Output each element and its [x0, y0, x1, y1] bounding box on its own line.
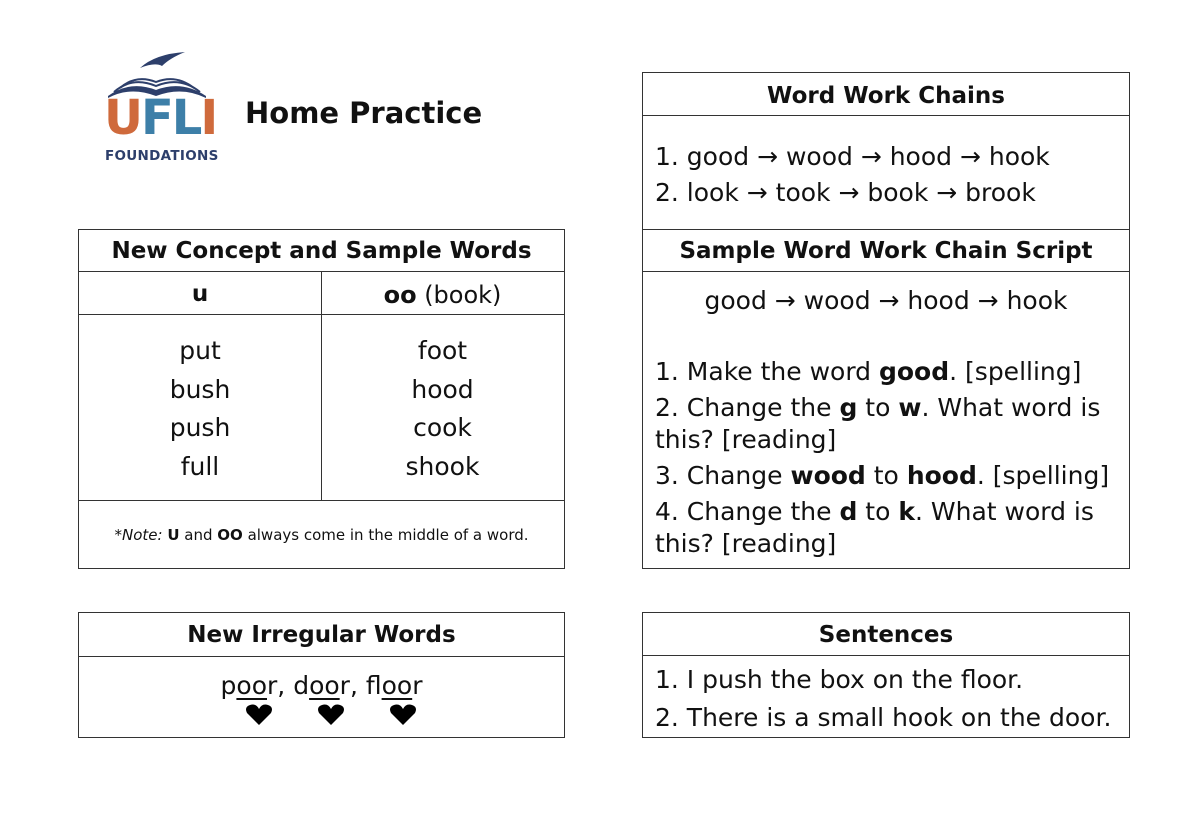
note-oo: OO	[217, 526, 243, 544]
list-item: bush	[169, 374, 231, 404]
step-bold: good	[878, 357, 950, 386]
col1-header: u	[191, 281, 209, 307]
note-u: U	[167, 526, 180, 544]
concept-title: New Concept and Sample Words	[111, 238, 532, 264]
irregular-title: New Irregular Words	[187, 622, 456, 648]
word-part-irregular: oo	[309, 671, 340, 700]
word-part: p	[220, 671, 237, 700]
irregular-word	[221, 671, 294, 700]
script-step	[655, 356, 1119, 388]
chains-list	[655, 139, 1050, 211]
step-text: . [spelling]	[949, 357, 1082, 386]
step-bold: d	[839, 497, 858, 526]
ufli-logo	[100, 50, 219, 170]
list-item: push	[169, 413, 231, 442]
script-step	[655, 496, 1119, 560]
oo-word-list	[321, 332, 564, 486]
step-text: 4. Change the	[655, 497, 840, 526]
list-item: cook	[413, 413, 472, 442]
list-item: shook	[405, 451, 480, 481]
logo-letter: U	[104, 90, 141, 146]
note-prefix: *Note:	[114, 526, 168, 544]
word-part: r	[339, 671, 350, 700]
script-step	[655, 392, 1119, 456]
concept-table	[78, 229, 565, 569]
step-text: 3. Change	[655, 461, 791, 490]
word-part: r	[412, 671, 423, 700]
step-bold: hood	[906, 461, 977, 490]
list-item: full	[180, 451, 220, 481]
step-bold: w	[898, 393, 922, 422]
step-bold: wood	[790, 461, 866, 490]
step-text: . What word is this? [reading]	[655, 393, 1101, 454]
step-text: . [spelling]	[976, 461, 1110, 490]
u-word-list	[79, 332, 321, 486]
step-bold: k	[898, 497, 915, 526]
step-text: 1. Make the word	[655, 357, 879, 386]
list-item: put	[179, 336, 221, 365]
list-item: foot	[417, 336, 468, 365]
note-and: and	[179, 526, 218, 544]
sentences-list	[655, 661, 1111, 737]
list-item: 2. look → took → book → brook	[655, 178, 1036, 207]
word-sep: ,	[349, 671, 366, 700]
irregular-word	[366, 671, 423, 700]
logo-letters	[104, 90, 217, 146]
list-item: 1. I push the box on the floor.	[655, 665, 1024, 694]
step-text: to	[857, 393, 899, 422]
word-part: d	[293, 671, 310, 700]
step-text: to	[865, 461, 907, 490]
list-item: hood	[411, 374, 474, 404]
chains-title: Word Work Chains	[767, 83, 1005, 109]
word-sep: ,	[277, 671, 294, 700]
concept-note	[79, 526, 564, 544]
sentences-title: Sentences	[818, 622, 954, 648]
step-text: 2. Change the	[655, 393, 840, 422]
sentences-table	[642, 612, 1130, 738]
heart-icon	[389, 704, 417, 726]
word-part-irregular: oo	[236, 671, 267, 700]
script-title: Sample Word Work Chain Script	[679, 238, 1093, 264]
col2-header	[321, 283, 564, 307]
logo-letter: L	[171, 90, 201, 146]
irregular-words-table	[78, 612, 565, 738]
word-work-box	[642, 72, 1130, 569]
script-steps	[655, 356, 1119, 560]
logo-letter: F	[140, 90, 172, 146]
script-chain: good → wood → hood → hook	[704, 286, 1068, 315]
note-rest: always come in the middle of a word.	[242, 526, 529, 544]
logo-letter: I	[200, 90, 217, 146]
word-part-irregular: oo	[381, 671, 413, 700]
step-text: to	[857, 497, 899, 526]
logo-subtext: FOUNDATIONS	[105, 148, 219, 164]
irregular-word-line	[79, 673, 564, 698]
irregular-word	[293, 671, 366, 700]
page-title: Home Practice	[245, 96, 483, 130]
step-bold: g	[839, 393, 858, 422]
list-item: 2. There is a small hook on the door.	[655, 703, 1112, 732]
step-text: . What word is this? [reading]	[655, 497, 1094, 558]
heart-icon	[317, 704, 345, 726]
list-item: 1. good → wood → hood → hook	[655, 142, 1050, 171]
col2-header-bold: oo	[383, 281, 417, 309]
word-part: r	[267, 671, 278, 700]
col2-header-rest: (book)	[416, 281, 502, 309]
heart-icon	[245, 704, 273, 726]
word-part: fl	[365, 671, 382, 700]
script-step	[655, 460, 1119, 492]
